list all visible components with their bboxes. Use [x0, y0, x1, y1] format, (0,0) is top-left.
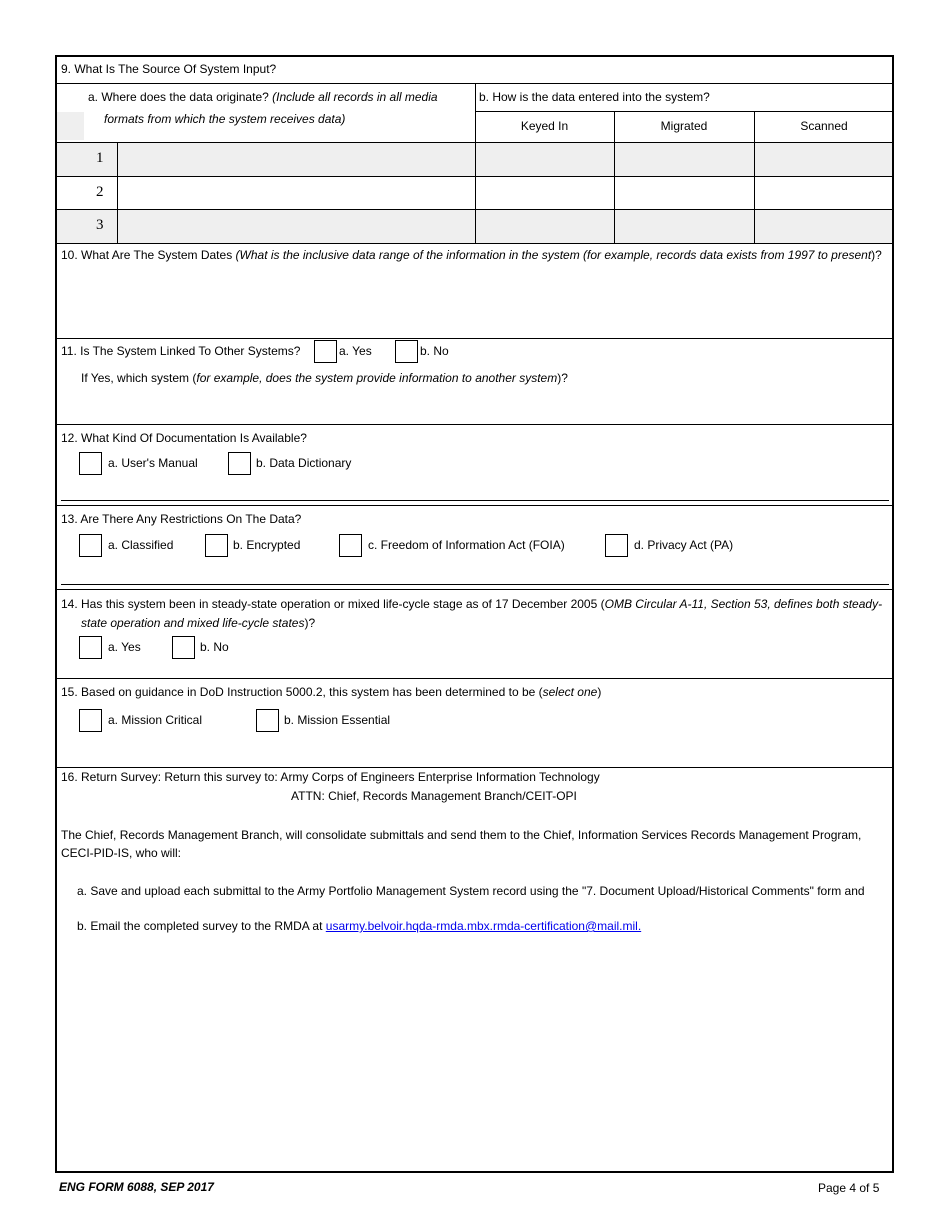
divider: [55, 678, 894, 679]
q16-title: 16. Return Survey: Return this survey to: Army Corps of Engineers Enterprise Information Technology: [61, 770, 600, 784]
divider: [55, 767, 894, 768]
steady-state-no-checkbox[interactable]: [172, 636, 195, 659]
migrated-cell-2[interactable]: [615, 177, 753, 209]
classified-label: a. Classified: [108, 538, 174, 552]
q16-item-a: a. Save and upload each submittal to the Army Portfolio Management System record using the "7. Document Upload/Historical Comments" form and: [77, 884, 865, 898]
divider: [61, 584, 889, 585]
q11-title: 11. Is The System Linked To Other Systems?: [61, 344, 301, 358]
classified-checkbox[interactable]: [79, 534, 102, 557]
keyed-in-cell-1[interactable]: [476, 143, 613, 176]
mission-critical-label: a. Mission Critical: [108, 713, 203, 727]
shade-cell: [57, 112, 84, 140]
q16-attn: ATTN: Chief, Records Management Branch/CEIT-OPI: [291, 789, 577, 803]
privacy-act-checkbox[interactable]: [605, 534, 628, 557]
steady-state-yes-label: a. Yes: [108, 640, 141, 654]
divider: [55, 338, 894, 339]
divider: [475, 111, 894, 112]
data-dictionary-label: b. Data Dictionary: [256, 456, 352, 470]
linked-no-label: b. No: [420, 344, 449, 358]
q12-title: 12. What Kind Of Documentation Is Available?: [61, 431, 307, 445]
col-scanned: Scanned: [800, 119, 848, 133]
q13-title: 13. Are There Any Restrictions On The Data?: [61, 512, 302, 526]
divider: [55, 424, 894, 425]
col-migrated: Migrated: [660, 119, 708, 133]
form-id: ENG FORM 6088, SEP 2017: [59, 1180, 214, 1194]
divider: [55, 505, 894, 506]
col-keyed-in: Keyed In: [520, 119, 569, 133]
scanned-cell-3[interactable]: [755, 210, 892, 243]
divider: [55, 243, 894, 244]
q14-text: 14. Has this system been in steady-state operation or mixed life-cycle stage as of 17 December 2005 (OMB Circular A-11, Section 53, defines both steady-state operation and mixed life-cycle states)?: [61, 597, 883, 630]
foia-label: c. Freedom of Information Act (FOIA): [368, 538, 565, 552]
divider: [55, 589, 894, 590]
origin-input-2[interactable]: [118, 177, 474, 209]
scanned-cell-1[interactable]: [755, 143, 892, 176]
q16-item-b: b. Email the completed survey to the RMDA at usarmy.belvoir.hqda-rmda.mbx.rmda-certification@mail.mil.: [77, 919, 642, 933]
q9-a-note: formats from which the system receives data): [104, 112, 346, 126]
row-number: 3: [96, 217, 104, 233]
rmda-email-link[interactable]: usarmy.belvoir.hqda-rmda.mbx.rmda-certification@mail.mil.: [325, 919, 642, 933]
q16-paragraph: The Chief, Records Management Branch, will consolidate submittals and send them to the Chief, Information Services Records Management Program, CECI-PID-IS, who will:: [61, 828, 862, 860]
q9-b-label: b. How is the data entered into the system?: [479, 90, 710, 104]
mission-essential-label: b. Mission Essential: [284, 713, 391, 727]
origin-input-1[interactable]: [118, 143, 474, 176]
steady-state-no-label: b. No: [200, 640, 229, 654]
keyed-in-cell-3[interactable]: [476, 210, 613, 243]
page-number: Page 4 of 5: [818, 1181, 880, 1195]
q15-text: 15. Based on guidance in DoD Instruction 5000.2, this system has been determined to be (select one): [61, 685, 602, 699]
q10-text: 10. What Are The System Dates (What is the inclusive data range of the information in the system (for example, records data exists from 1997 to present)?: [61, 248, 882, 262]
scanned-cell-2[interactable]: [755, 177, 892, 209]
encrypted-label: b. Encrypted: [233, 538, 301, 552]
system-dates-input[interactable]: [58, 286, 891, 336]
row-number: 2: [96, 184, 104, 200]
privacy-act-label: d. Privacy Act (PA): [634, 538, 734, 552]
keyed-in-cell-2[interactable]: [476, 177, 613, 209]
migrated-cell-1[interactable]: [615, 143, 753, 176]
data-dictionary-checkbox[interactable]: [228, 452, 251, 475]
mission-essential-checkbox[interactable]: [256, 709, 279, 732]
encrypted-checkbox[interactable]: [205, 534, 228, 557]
steady-state-yes-checkbox[interactable]: [79, 636, 102, 659]
q11-followup: If Yes, which system (for example, does the system provide information to another system)?: [81, 371, 568, 385]
users-manual-label: a. User's Manual: [108, 456, 198, 470]
row-number: 1: [96, 150, 104, 166]
linked-yes-label: a. Yes: [339, 344, 372, 358]
divider: [61, 500, 889, 501]
linked-yes-checkbox[interactable]: [314, 340, 337, 363]
linked-no-checkbox[interactable]: [395, 340, 418, 363]
origin-input-3[interactable]: [118, 210, 474, 243]
q9-a-label: a. Where does the data originate? (Include all records in all media: [88, 90, 438, 104]
foia-checkbox[interactable]: [339, 534, 362, 557]
q9-title: 9. What Is The Source Of System Input?: [61, 62, 277, 76]
linked-system-input[interactable]: [58, 390, 891, 422]
migrated-cell-3[interactable]: [615, 210, 753, 243]
users-manual-checkbox[interactable]: [79, 452, 102, 475]
mission-critical-checkbox[interactable]: [79, 709, 102, 732]
